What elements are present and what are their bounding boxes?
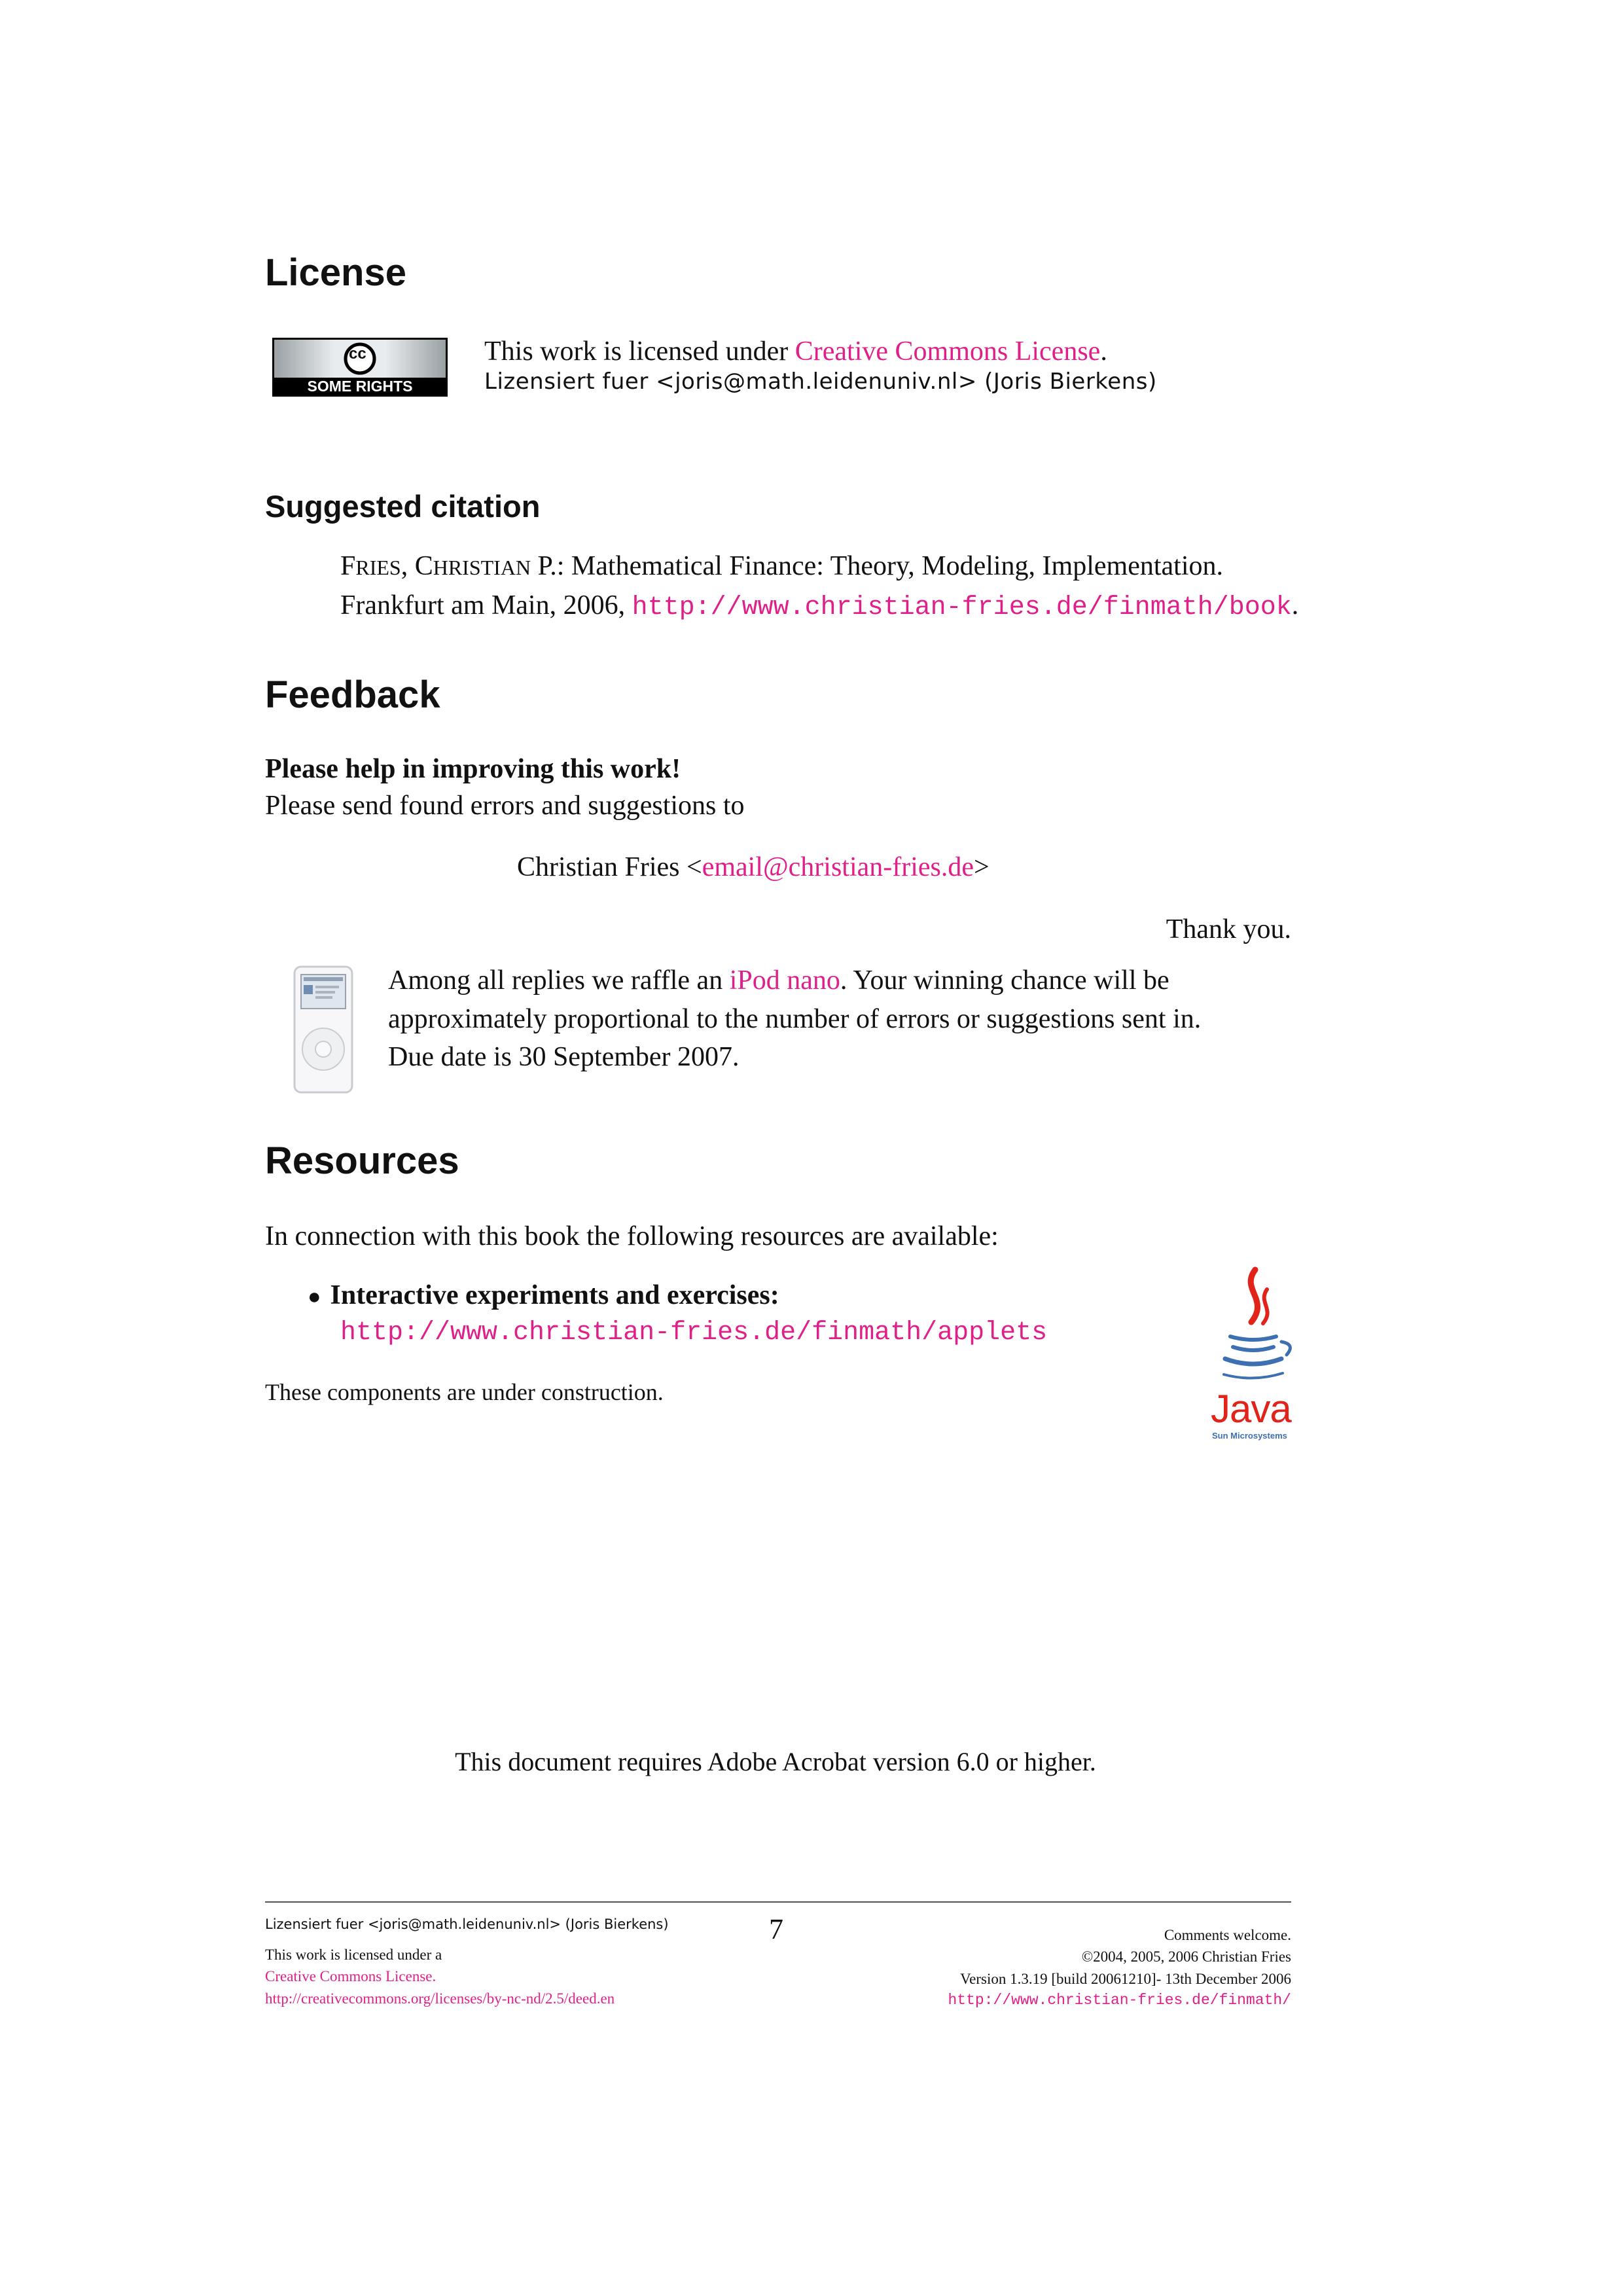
footer-comments: Comments welcome. [1164,1927,1291,1943]
java-cup-icon [1204,1263,1302,1394]
bullet-icon: ● [308,1285,321,1310]
book-url-link[interactable]: http://www.christian-fries.de/finmath/book [632,593,1292,622]
page-number: 7 [769,1913,783,1945]
cc-badge-text: SOME RIGHTS RESERVED [307,378,413,412]
license-sentence-suffix: . [1100,336,1107,367]
raffle-line1-suffix: . Your winning chance will be [840,965,1169,996]
footer-cc-link[interactable]: Creative Commons License. [265,1968,437,1985]
license-sentence-prefix: This work is licensed under [484,336,795,367]
footer-version: Version 1.3.19 [build 20061210]- 13th December 2006 [960,1970,1291,1987]
citation-rest: P.: Mathematical Finance: Theory, Modeling, Implementation. [531,551,1223,581]
cc-label: cc [349,345,366,363]
author-initial-c: C [414,551,433,581]
citation-line2-suffix: . [1291,590,1299,620]
raffle-line1 [388,963,1291,999]
citation-line2-prefix: Frankfurt am Main, 2006, [340,590,632,620]
license-heading: License [265,251,406,294]
feedback-send-line: Please send found errors and suggestions to [265,791,745,821]
footer-copyright: ©2004, 2005, 2006 Christian Fries [1081,1948,1291,1965]
java-sub-text: Sun Microsystems [1212,1431,1287,1441]
ipod-nano-link[interactable]: iPod nano [729,965,840,996]
footer-licensed-to: Lizensiert fuer <joris@math.leidenuniv.nl> (Joris Bierkens) [265,1916,669,1932]
footer-right [948,1924,1292,2011]
contact-name: Christian Fries < [517,852,702,882]
author-hristian: HRISTIAN [433,556,531,579]
licensed-to-line: Lizensiert fuer <joris@math.leidenuniv.nl> (Joris Bierkens) [484,368,1157,395]
contact-email-link[interactable]: email@christian-fries.de [702,852,974,882]
citation-line1 [340,548,1223,584]
footer-cc-url[interactable]: http://creativecommons.org/licenses/by-nc-nd/2.5/deed.en [265,1990,615,2007]
raffle-line3: Due date is 30 September 2007. [388,1042,740,1073]
resource-list-item [308,1278,779,1314]
resources-intro: In connection with this book the following resources are available: [265,1221,999,1251]
author-comma: , [401,551,415,581]
license-sentence [484,334,1107,370]
citation-heading: Suggested citation [265,489,541,524]
feedback-contact [517,850,990,886]
feedback-heading: Feedback [265,673,440,716]
raffle-line2: approximately proportional to the number of errors or suggestions sent in. [388,1003,1202,1034]
author-ries: RIES [355,556,401,579]
feedback-bold-line: Please help in improving this work! [265,754,681,784]
java-wordmark: Java [1211,1387,1291,1431]
citation-line2 [340,588,1298,625]
footer-left-line1: This work is licensed under a [265,1946,442,1963]
java-logo [1204,1263,1302,1446]
resource-item-title: Interactive experiments and exercises: [330,1280,779,1310]
ipod-image [293,965,353,1094]
footer-left [265,1944,615,2009]
footer-divider [265,1901,1291,1903]
construction-note: These components are under construction. [265,1379,664,1405]
thank-you: Thank you. [1166,914,1291,944]
creative-commons-link[interactable]: Creative Commons License [794,336,1101,367]
applets-url-link[interactable]: http://www.christian-fries.de/finmath/applets [340,1318,1048,1348]
resources-heading: Resources [265,1139,459,1182]
ipod-icon [293,965,353,1094]
cc-badge[interactable] [272,337,448,412]
raffle-line1-text [388,963,1169,999]
footer-finmath-url[interactable]: http://www.christian-fries.de/finmath/ [948,1992,1291,2009]
contact-close: > [974,852,990,882]
author-initial-f: F [340,551,356,581]
acrobat-note: This document requires Adobe Acrobat version 6.0 or higher. [455,1747,1096,1776]
raffle-paragraph [388,963,1291,1075]
raffle-prefix: Among all replies we raffle an [388,965,730,996]
